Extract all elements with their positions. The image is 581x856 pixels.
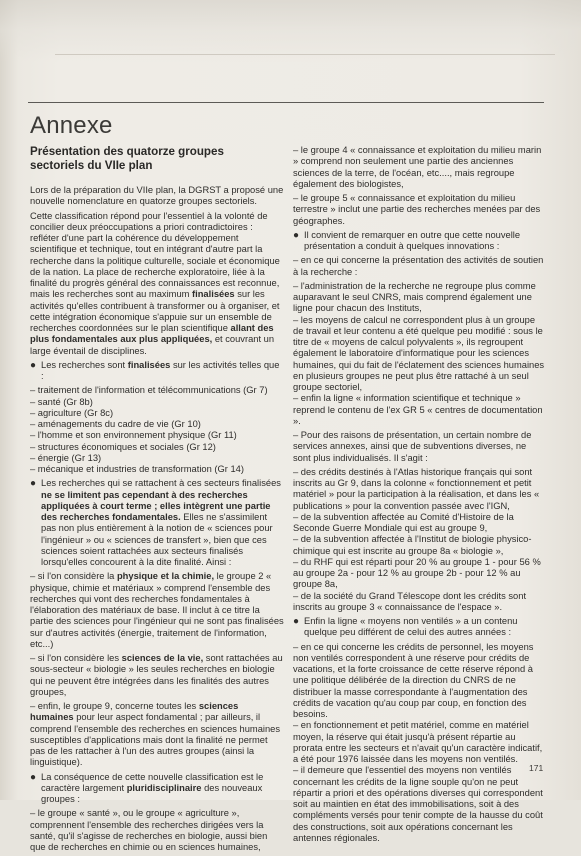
left-column — [30, 145, 284, 856]
list-item: – agriculture (Gr 8c) — [30, 407, 114, 418]
presentation-list — [293, 467, 545, 613]
page-number: 171 — [529, 763, 544, 773]
list-item: – en ce qui concerne les crédits de personnel, les moyens non ventilés correspondent à une réserve pour crédits de vacations, et la forte croissance de cette réserve répond à une politique délibérée de la direction du CNRS de ne distribuer la masse correspondante à l'augmentation des crédits de vacation qu'au coup par coup, en fonction des besoins. — [293, 641, 534, 719]
list-item: – de la subvention affectée au Comité d'Histoire de la Seconde Guerre Mondiale qui est au groupe 9, — [293, 511, 514, 533]
list-item: – il demeure que l'essentiel des moyens non ventilés concernant les crédits de la ligne souple qu'on ne peut répartir a priori et des opérations diverses qui correspondent soit au maintien en état des immobilisations, soit à des compléments versés pour tenir compte de la hausse du coût des constructions, soit aux opérations concernant les antennes régionales. — [293, 765, 543, 843]
page-heading: Annexe — [30, 112, 113, 139]
nonventile-paragraph: ● Enfin la ligne « moyens non ventilés » a un contenu quelque peu différent de celui des autres années : — [293, 616, 518, 638]
group5-paragraph: – le groupe 5 « connaissance et exploitation du milieu terrestre » inclut une partie des recherches menées par des géographes. — [293, 193, 541, 226]
human-sciences-paragraph: – enfin, le groupe 9, concerne toutes les sciences humaines pour leur aspect fondamental ; par ailleurs, il comprend l'ensemble des recherches en sciences humaines susceptibles d'applications mais dont la finalité ne permet pas de les rattacher à l'un des autres groupes (ainsi la linguistique). — [30, 701, 281, 768]
intro-paragraph-2: Cette classification répond pour l'essentiel à la volonté de concilier deux préoccupations a priori contradictoires : refléter d'une part la cohérence du développement scientifique et technique, tout en intégrant d'autre part la recherche dans la politique culturelle, sociale et économique de la nation. La place de recherche exploratoire, liée à la finalité du progrès général des connaissances est reconnue, mais les recherches sont au maximum finalisées sur les activités qu'elles contribuent à transformer ou à organiser, et cette intégration économique s'appuie sur un ensemble de recherches coordonnées sur le plan scientifique allant des plus fondamentales aux plus appliquées, et couvrant un large éventail de disciplines. — [30, 210, 280, 356]
list-item: – de la subvention affectée à l'Institut de biologie physico-chimique qui est inscrite au groupe 8a « biologie », — [293, 534, 532, 556]
list-item: – l'homme et son environnement physique (Gr 11) — [30, 430, 237, 441]
bullet-icon: ● — [30, 771, 37, 783]
list-item: – aménagements du cadre de vie (Gr 10) — [30, 419, 201, 429]
consequence-paragraph: ● La conséquence de cette nouvelle classification est le caractère largement pluridisciplinaire des nouveaux groupes : — [30, 771, 264, 804]
list-item: – mécanique et industries de transformation (Gr 14) — [30, 464, 244, 474]
list-item: – les moyens de calcul ne correspondent plus à un groupe de travail et leur contenu a été quelque peu modifié : sous le titre de « moyens de calcul polyvalents », ils regroupent également le laboratoire d'informatique pour les sciences humaines, qui du fait de l'éclatement des sciences humaines en plusieurs groupes ne peut plus être rattaché à un seul groupe sectoriel, — [293, 314, 545, 392]
right-column — [293, 145, 545, 847]
support-activities-list — [293, 281, 545, 427]
list-item: – énergie (Gr 13) — [30, 452, 102, 463]
bullet-icon: ● — [30, 359, 37, 371]
presentation-lead: – Pour des raisons de présentation, un certain nombre de services annexes, ainsi que de subventions diverses, ne sont plus individualisés. Il s'agit : — [293, 430, 532, 463]
bullet-icon: ● — [293, 229, 300, 241]
bullet-icon: ● — [293, 616, 300, 627]
list-item: – des crédits destinés à l'Atlas historique français qui sont inscrits au Gr 9, dans la colonne « fonctionnement et petit matériel » pour la participation à la réalisation, et dans les « publications » pour la convention passée avec l'IGN, — [293, 466, 540, 511]
nonventile-list — [293, 642, 545, 845]
list-item: – santé (Gr 8b) — [30, 396, 93, 407]
list-item: – du RHF qui est réparti pour 20 % au groupe 1 - pour 56 % au groupe 2a - pour 12 % au groupe 2b - pour 12 % au groupe 8a, — [293, 556, 541, 590]
health-group-paragraph: – le groupe « santé », ou le groupe « agriculture », comprennent l'ensemble des recherches dirigées vers la santé, qu'il s'agisse de recherches en biologie, aussi bien que de recherches en chimie ou en sciences humaines, — [30, 808, 268, 852]
list-item: – structures économiques et sociales (Gr 12) — [30, 441, 216, 452]
list-item: – enfin la ligne « information scientifique et technique » reprend le contenu de l'ex GR 5 « centres de documentation ». — [293, 393, 543, 426]
list-item: – en fonctionnement et petit matériel, comme en matériel moyen, la réserve qui était jusqu'à présent répartie au prorata entre les secteurs et n'avait qu'un caractère indicatif, a été pour 1976 laissée dans les moyens non ventilés. — [293, 720, 543, 764]
intro-paragraph-1: Lors de la préparation du VIIe plan, la DGRST a proposé une nouvelle nomenclature en quatorze groupes sectoriels. — [30, 185, 284, 207]
innovations-paragraph: ● Il convient de remarquer en outre que cette nouvelle présentation a conduit à quelques innovations : — [293, 229, 521, 251]
list-item: – l'administration de la recherche ne regroupe plus comme auparavant le seul CNRS, mais comprend également une ligne pour chacun des Instituts, — [293, 280, 536, 314]
life-sciences-paragraph: – si l'on considère les sciences de la vie, sont rattachées au sous-secteur « biologie » les seules recherches en biologie qui ne peuvent être intégrées dans les finalités des autres groupes, — [30, 653, 283, 697]
section-title: Présentation des quatorze groupes sectoriels du VIIe plan — [30, 145, 224, 172]
header-rule — [55, 54, 555, 55]
list-item: – traitement de l'information et télécommunications (Gr 7) — [30, 385, 268, 396]
group4-paragraph: – le groupe 4 « connaissance et exploitation du milieu marin » comprend non seulement une partie des anciennes sciences de la terre, de l'océan, etc...., mais regroupe également des biologistes, — [293, 145, 542, 189]
bullet-icon: ● — [30, 478, 37, 490]
finalized-activity-list — [30, 385, 284, 475]
physics-paragraph: – si l'on considère la physique et la chimie, le groupe 2 « physique, chimie et matériaux » comprend l'ensemble des recherches qui vont des recherches fondamentales à l'élaboration des matériaux de base. Il inclut à ce titre la partie des sciences pour l'ingénieur qui ne sont pas finalisées sur d'autres activités (énergie, traitement de l'information, etc...) — [30, 571, 284, 649]
finalized-lead-paragraph: ● Les recherches sont finalisées sur les activités telles que : — [30, 359, 280, 381]
bleed-through-shadow — [0, 0, 581, 62]
support-activities-lead: – en ce qui concerne la présentation des activités de soutien à la recherche : — [293, 255, 544, 277]
sectors-paragraph: ● Les recherches qui se rattachent à ces secteurs finalisées ne se limitent pas cependant à des recherches appliquées à court terme ; elles intègrent une partie des recherches fondamentales. Elles ne s'assimilent pas non plus entièrement à la notion de « sciences pour l'ingénieur » ou « sciences de transfert », bien que ces sciences soient rattachées aux secteurs finalisés lorsqu'elles concourent à la dite finalité. Ainsi : — [30, 478, 281, 567]
list-item: – de la société du Grand Télescope dont les crédits sont inscrits au groupe 3 « connaissance de l'espace ». — [293, 590, 527, 612]
